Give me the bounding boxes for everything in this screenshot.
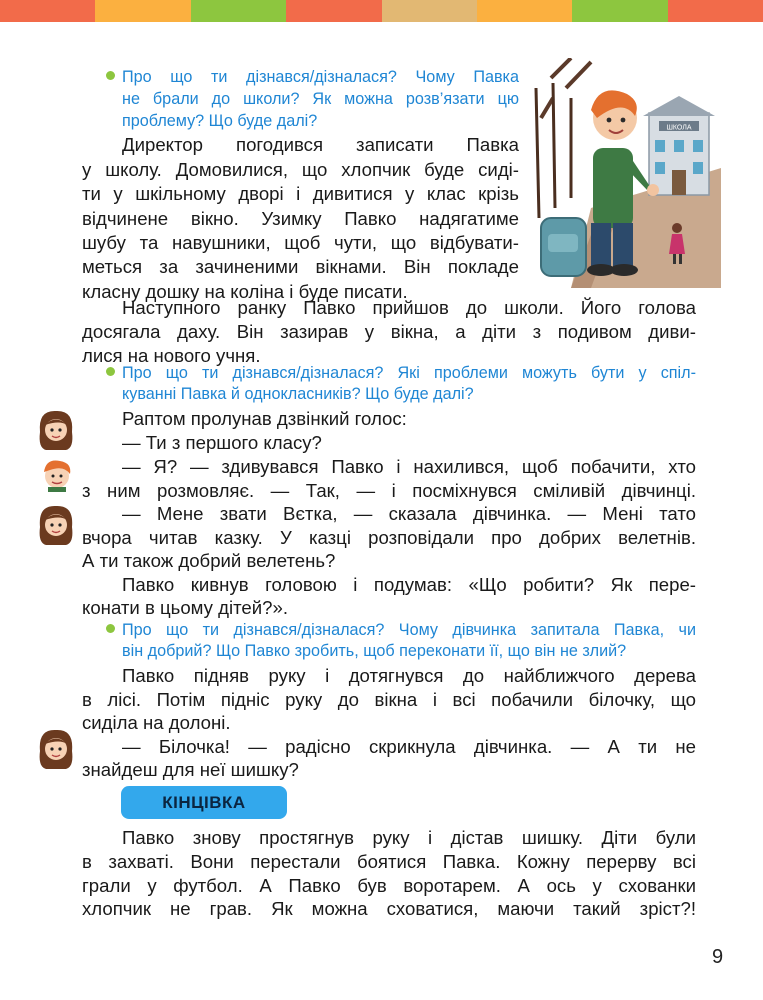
girl-avatar-icon: [36, 727, 76, 771]
stripe-segment: [477, 0, 572, 22]
text-line: конати в цьому дітей?».: [82, 597, 288, 618]
text-line: у школу. Домовилися, що хлопчик буде сиді-: [82, 159, 519, 180]
question-bullet-icon: [106, 71, 115, 80]
girl-avatar-icon: [36, 408, 76, 452]
text-line: грали у футбол. А Павко був воротарем. А ось у схованки: [82, 875, 696, 896]
text-line: Павко кивнув головою і подумав: «Що робити? Як пере-: [122, 574, 696, 595]
text-line: ти у шкільному дворі і дивитися у клас крізь: [82, 183, 519, 204]
text-line: хлопчик не грав. Як можна сховатися, маючи такий зріст?!: [82, 898, 696, 919]
school-sign-label: ШКОЛА: [666, 124, 692, 132]
boy-avatar-icon: [38, 456, 76, 492]
text-line: вчора читав казку. У казці розповідали про добрих велетнів.: [82, 527, 696, 548]
text-line: сиділа на долоні.: [82, 712, 231, 733]
text-line: Директор погодився записати Павка: [122, 134, 519, 155]
stripe-segment: [286, 0, 381, 22]
text-line: — Я? — здивувався Павко і нахилився, щоб побачити, хто: [122, 456, 696, 477]
question-line: куванні Павка й однокласників? Що буде далі?: [122, 385, 474, 403]
question-bullet-icon: [106, 624, 115, 633]
text-line: — Мене звати Вєтка, — сказала дівчинка. — Мені тато: [122, 503, 696, 524]
text-line: меться за зачиненими вікнами. Він покладе: [82, 256, 519, 277]
question-line: не брали до школи? Як можна розв’язати цю: [122, 90, 519, 108]
stripe-segment: [95, 0, 190, 22]
text-line: в захваті. Вони перестали боятися Павка. Кожну перерву всі: [82, 851, 696, 872]
text-line: в лісі. Потім підніс руку до вікна і всі побачили білочку, що: [82, 689, 696, 710]
stripe-segment: [572, 0, 667, 22]
text-line: Наступного ранку Павко прийшов до школи. Його голова: [122, 297, 696, 318]
color-stripe: [0, 0, 763, 22]
text-line: знайдеш для неї шишку?: [82, 759, 299, 780]
text-line: Павко знову простягнув руку і дістав шишку. Діти були: [122, 827, 696, 848]
stripe-segment: [191, 0, 286, 22]
text-line: відчинене вікно. Узимку Павко надягатиме: [82, 208, 519, 229]
text-line: досягала даху. Він зазирав у вікна, а діти з подивом диви-: [82, 321, 696, 342]
text-line: з ним розмовляє. — Так, — і посміхнувся сміливій дівчинці.: [82, 480, 696, 501]
text-line: А ти також добрий велетень?: [82, 550, 336, 571]
stripe-segment: [382, 0, 477, 22]
girl-avatar-icon: [36, 503, 76, 547]
stripe-segment: [0, 0, 95, 22]
text-line: — Білочка! — радісно скрикнула дівчинка. — А ти не: [122, 736, 696, 757]
stripe-segment: [668, 0, 763, 22]
question-line: Про що ти дізнався/дізналася? Які проблеми можуть бути у спіл-: [122, 364, 696, 382]
section-heading-ending: КІНЦІВКА: [121, 786, 287, 819]
page-number: 9: [712, 946, 724, 968]
question-line: проблему? Що буде далі?: [122, 112, 318, 130]
text-line: класну дошку на коліна і буде писати.: [82, 281, 408, 302]
question-line: Про що ти дізнався/дізналася? Чому дівчинка запитала Павка, чи: [122, 621, 696, 639]
giant-boy-school-illustration: [531, 58, 721, 288]
text-line: лися на нового учня.: [82, 345, 261, 366]
text-line: шубу та навушники, щоб чути, що відбувати-: [82, 232, 519, 253]
question-bullet-icon: [106, 367, 115, 376]
text-line: Павко підняв руку і дотягнувся до найближчого дерева: [122, 665, 696, 686]
text-line: Раптом пролунав дзвінкий голос:: [122, 408, 407, 429]
question-line: Про що ти дізнався/дізналася? Чому Павка: [122, 68, 519, 86]
question-line: він добрий? Що Павко зробить, щоб переконати її, що він не злий?: [122, 642, 627, 660]
text-line: — Ти з першого класу?: [122, 432, 322, 453]
